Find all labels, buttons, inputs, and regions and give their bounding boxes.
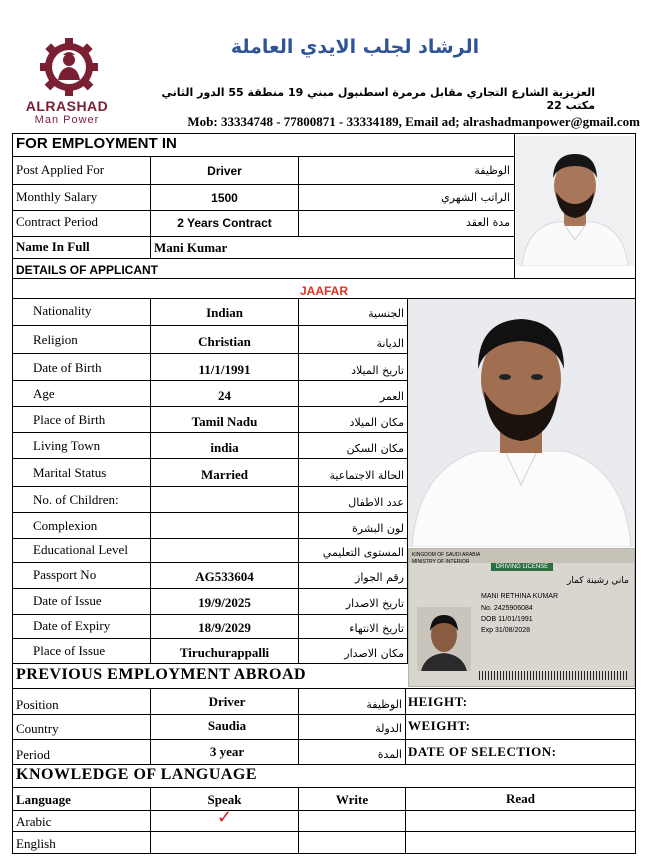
salary-label: Monthly Salary — [16, 189, 98, 204]
applicant-photo-large — [408, 299, 635, 547]
arabic-speak-check: ✓ — [216, 807, 233, 827]
birthplace-value: Tamil Nadu — [191, 414, 258, 429]
license-name-en: MANI RETHINA KUMAR — [481, 593, 559, 600]
language-header: Language — [16, 792, 71, 807]
prev-country-value: Saudia — [207, 718, 247, 733]
issue-date-label: Date of Issue — [33, 593, 102, 608]
marital-label-ar: الحالة الاجتماعية — [329, 469, 404, 482]
children-label-ar: عدد الاطفال — [348, 496, 404, 509]
dob-value: 11/1/1991 — [198, 362, 251, 377]
age-label: Age — [33, 386, 55, 401]
children-label: No. of Children: — [33, 492, 119, 507]
issue-date-label-ar: تاريخ الاصدار — [345, 597, 404, 610]
birthplace-label: Place of Birth — [33, 412, 106, 427]
salary-value: 1500 — [211, 191, 238, 205]
contract-value: 2 Years Contract — [177, 216, 272, 230]
issue-place-value: Tiruchurappalli — [179, 645, 270, 660]
expiry-date-label-ar: تاريخ الانتهاء — [349, 622, 404, 635]
full-name-label: Name In Full — [16, 239, 90, 254]
town-label-ar: مكان السكن — [346, 442, 404, 455]
license-name-ar: ماني رشينة كمار — [566, 576, 629, 586]
license-title: DRIVING LICENSE — [491, 563, 553, 571]
prev-period-label-ar: المدة — [377, 748, 402, 761]
age-label-ar: العمر — [379, 390, 404, 403]
license-number: No. 2425906084 — [481, 605, 533, 612]
prev-position-value: Driver — [208, 694, 246, 709]
town-label: Living Town — [33, 438, 101, 453]
nationality-label-ar: الجنسية — [368, 307, 404, 320]
agency-name: JAAFAR — [299, 284, 348, 298]
language-title: KNOWLEDGE OF LANGUAGE — [16, 766, 258, 783]
education-label-ar: المستوى التعليمي — [322, 546, 404, 559]
issue-place-label: Place of Issue — [33, 643, 106, 658]
prev-position-label: Position — [16, 697, 59, 712]
passport-value: AG533604 — [195, 569, 254, 584]
marital-label: Marital Status — [33, 465, 107, 480]
issue-date-value: 19/9/2025 — [198, 595, 251, 610]
english-row-label: English — [16, 836, 56, 851]
prev-position-label-ar: الوظيفة — [366, 698, 402, 711]
prev-country-label-ar: الدولة — [375, 722, 402, 735]
license-kingdom: KINGDOM OF SAUDI ARABIA — [412, 552, 481, 558]
post-label: Post Applied For — [16, 162, 105, 177]
nationality-value: Indian — [206, 305, 243, 320]
license-exp: Exp 31/08/2028 — [481, 627, 531, 634]
birthplace-label-ar: مكان الميلاد — [349, 416, 404, 429]
age-value: 24 — [218, 388, 231, 403]
religion-label: Religion — [33, 332, 78, 347]
nationality-label: Nationality — [33, 303, 92, 318]
license-barcode — [479, 671, 629, 680]
previous-title: PREVIOUS EMPLOYMENT ABROAD — [16, 666, 307, 683]
company-title-ar: الرشاد لجلب الايدي العاملة — [230, 36, 480, 58]
read-header: Read — [506, 791, 535, 806]
contract-label-ar: مدة العقد — [466, 216, 510, 229]
salary-label-ar: الراتب الشهري — [441, 191, 510, 204]
prev-country-label: Country — [16, 721, 59, 736]
passport-label: Passport No — [33, 567, 97, 582]
post-label-ar: الوظيفة — [474, 164, 510, 177]
dob-label-ar: تاريخ الميلاد — [351, 364, 404, 377]
marital-value: Married — [201, 467, 248, 482]
employment-title: FOR EMPLOYMENT IN — [16, 135, 177, 152]
passport-label-ar: رقم الجواز — [355, 571, 404, 584]
dob-label: Date of Birth — [33, 360, 102, 375]
post-value: Driver — [207, 164, 242, 178]
issue-place-label-ar: مكان الاصدار — [344, 647, 404, 660]
write-header: Write — [335, 792, 369, 807]
contact-line: Mob: 33334748 - 77800871 - 33334189, Email ad; alrashadmanpower@gmail.com — [187, 114, 640, 129]
height-label: HEIGHT: — [408, 694, 468, 709]
license-dob: DOB 11/01/1991 — [481, 616, 533, 623]
prev-period-value: 3 year — [209, 744, 245, 759]
complexion-label: Complexion — [33, 518, 98, 533]
weight-label: WEIGHT: — [408, 718, 471, 733]
applicant-title: DETAILS OF APPLICANT — [16, 263, 158, 277]
prev-period-label: Period — [16, 747, 50, 762]
selection-date-label: DATE OF SELECTION: — [408, 744, 557, 759]
applicant-photo-small — [516, 136, 634, 266]
logo-subtitle: Man Power — [34, 114, 100, 126]
arabic-row-label: Arabic — [16, 814, 52, 829]
town-value: india — [210, 440, 239, 455]
license-ministry: MINISTRY OF INTERIOR — [412, 559, 470, 565]
license-photo — [417, 607, 471, 671]
religion-label-ar: الديانة — [376, 337, 404, 350]
complexion-label-ar: لون البشرة — [352, 522, 404, 535]
speak-header: Speak — [207, 792, 242, 807]
address-ar: العزيزية الشارع التجاري مقابل مرمرة اسطنبول مبني 19 منطقة 55 الدور الثاني مكتب 22 — [161, 86, 595, 112]
education-label: Educational Level — [33, 542, 128, 557]
contract-label: Contract Period — [16, 214, 98, 229]
expiry-date-label: Date of Expiry — [33, 618, 111, 633]
logo-name: ALRASHAD — [25, 98, 109, 114]
religion-value: Christian — [198, 334, 251, 349]
driving-license-image — [408, 548, 635, 687]
expiry-date-value: 18/9/2029 — [198, 620, 251, 635]
full-name-value: Mani Kumar — [154, 240, 228, 255]
